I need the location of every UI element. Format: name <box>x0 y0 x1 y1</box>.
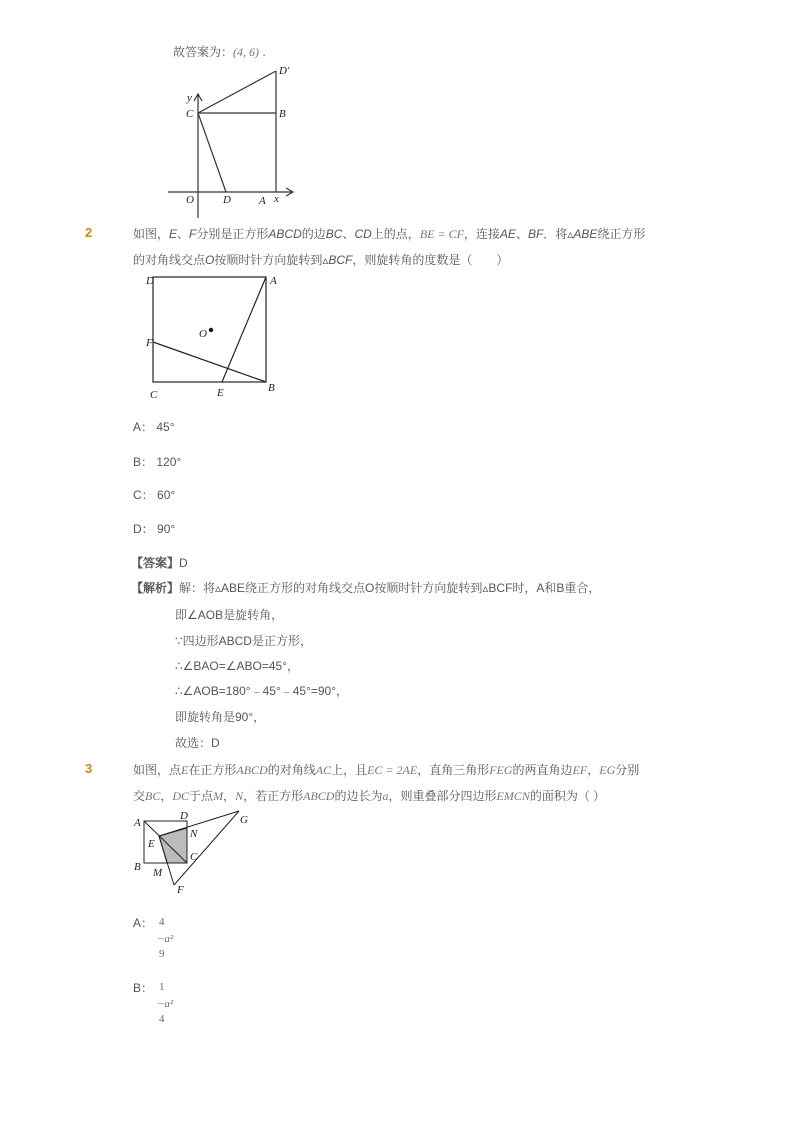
option-letter: B： <box>133 981 154 995</box>
math-text: O <box>205 253 215 267</box>
fig2-label: D <box>146 275 154 287</box>
math-text: EG <box>599 763 616 777</box>
math-text: E <box>169 227 178 241</box>
text-segment: 、 <box>342 227 355 241</box>
math-text: ABCD <box>236 763 268 777</box>
fig3-label: C <box>190 851 198 863</box>
text-segment: 的对角线 <box>267 763 316 777</box>
answer-line <box>131 555 188 571</box>
option-letter: C： <box>133 488 154 502</box>
q2-option-a[interactable] <box>133 419 175 435</box>
text-segment: ，若正方形 <box>243 789 304 803</box>
text-segment: 按顺时针方向旋转到▵ <box>214 253 329 267</box>
analysis-step: ∴∠AOB=180°﹣45°﹣45°=90°， <box>175 684 349 698</box>
fig3-label: N <box>190 828 198 840</box>
math-text: BF <box>527 227 544 241</box>
segment-AE <box>222 277 266 382</box>
question-number: 3 <box>85 761 93 776</box>
text-segment: 的面积为（ ） <box>529 789 606 803</box>
math-text: EMCN <box>496 789 530 803</box>
text-segment: ， <box>587 763 600 777</box>
math-text: EC = 2AE <box>367 763 418 777</box>
math-text: N <box>235 789 244 803</box>
math-text: M <box>213 789 224 803</box>
answer-tag: 【答案】 <box>131 556 180 570</box>
text-segment: 、 <box>515 227 528 241</box>
math-text: DC <box>172 789 190 803</box>
math-text: AC <box>315 763 332 777</box>
text-segment: 的两直角边 <box>512 763 573 777</box>
text-segment: 的对角线交点 <box>133 253 206 267</box>
answer-value: D <box>179 556 188 570</box>
fig2-label: B <box>268 382 275 394</box>
math-text: E <box>181 763 189 777</box>
analysis-step: ∵四边形ABCD是正方形， <box>175 634 312 648</box>
option-letter: D： <box>133 522 154 536</box>
option-letter: A： <box>133 420 154 434</box>
text-segment: 的边长为 <box>334 789 383 803</box>
option-numerator: 1 <box>159 981 165 993</box>
text-segment: 在正方形 <box>188 763 237 777</box>
option-expression: −a² <box>157 933 174 945</box>
fig1-label: D <box>223 194 231 206</box>
math-text: CD <box>354 227 372 241</box>
center-point-O <box>209 328 213 332</box>
text-segment: 上的点， <box>371 227 420 241</box>
math-text: FEG <box>489 763 513 777</box>
analysis-step: 故选：D <box>175 736 220 750</box>
math-text: a <box>382 789 389 803</box>
fig3-label: A <box>134 817 141 829</box>
option-letter: A： <box>133 916 154 930</box>
text-segment: 于点 <box>189 789 214 803</box>
analysis-step: ∴∠BAO=∠ABO=45°， <box>175 659 299 673</box>
fig3-label: F <box>177 884 184 896</box>
fig1-label: y <box>187 92 192 104</box>
text-segment: ， <box>223 789 236 803</box>
question-number: 2 <box>85 225 93 240</box>
text-segment: 交 <box>133 789 146 803</box>
fig1-label: D' <box>279 65 290 77</box>
math-text: ABE <box>573 227 598 241</box>
fig3-label: D <box>180 810 188 822</box>
text-segment: . <box>259 45 266 59</box>
text-segment: 分别 <box>615 763 640 777</box>
segment-EG <box>159 811 239 836</box>
fig3-label: B <box>134 861 141 873</box>
option-denominator: 4 <box>159 1013 165 1025</box>
text-segment: 、 <box>177 227 190 241</box>
fig2-label: A <box>270 275 277 287</box>
math-text: BCF <box>328 253 353 267</box>
analysis-step: 即∠AOB是旋转角， <box>175 608 284 622</box>
text-segment: ，连接 <box>463 227 500 241</box>
q2-text-line2 <box>133 252 508 268</box>
fig3-label: M <box>153 867 163 879</box>
option-value: 60° <box>157 488 176 502</box>
option-numerator: 4 <box>159 916 165 928</box>
math-text: ABCD <box>268 227 302 241</box>
text-segment: 绕正方形 <box>597 227 646 241</box>
fig1-label: A <box>259 195 266 207</box>
fig2-label: F <box>146 337 153 349</box>
text-segment: 如图，点 <box>133 763 182 777</box>
shaded-EMCN <box>159 828 187 863</box>
analysis-line <box>131 580 600 596</box>
q2-option-d[interactable] <box>133 521 175 537</box>
option-denominator: 9 <box>159 948 165 960</box>
text-segment: 分别是正方形 <box>196 227 269 241</box>
fig1-label: C <box>186 108 194 120</box>
math-text: (4, 6) <box>233 45 260 59</box>
q3-text-line2 <box>133 788 605 804</box>
segment-FB <box>153 342 266 382</box>
text-segment: ，则旋转角的度数是（ ） <box>352 253 509 267</box>
fig2-label: C <box>150 389 158 401</box>
q2-option-b[interactable] <box>133 454 181 470</box>
fig2-label: E <box>217 387 224 399</box>
option-value: 90° <box>157 522 176 536</box>
q3-text-line1 <box>133 762 639 778</box>
math-text: EF <box>572 763 588 777</box>
text-segment: ，直角三角形 <box>417 763 490 777</box>
math-text: F <box>189 227 197 241</box>
fig3-label: G <box>240 814 248 826</box>
math-text: BC <box>145 789 161 803</box>
math-text: BE = CF <box>419 227 464 241</box>
fig1-label: O <box>186 194 194 206</box>
text-segment: 上，且 <box>331 763 368 777</box>
fig1-label: B <box>279 108 286 120</box>
option-value: 120° <box>156 455 182 469</box>
text-segment: ， <box>160 789 173 803</box>
text-segment: ．将▵ <box>543 227 574 241</box>
text-segment: ，则重叠部分四边形 <box>388 789 497 803</box>
q2-option-c[interactable] <box>133 487 175 503</box>
math-text: AE <box>499 227 516 241</box>
text-segment: 故答案为： <box>173 45 234 59</box>
fig1-label: x <box>274 193 279 205</box>
analysis-text: 解：将▵ABE绕正方形的对角线交点O按顺时针方向旋转到▵BCF时，A和B重合， <box>179 581 601 595</box>
analysis-step: 即旋转角是90°， <box>175 710 266 724</box>
q2-text-line1 <box>133 226 645 242</box>
option-expression: −a² <box>157 998 174 1010</box>
text-segment: 如图， <box>133 227 170 241</box>
segment-CDp <box>198 71 276 113</box>
math-text: ABCD <box>303 789 335 803</box>
option-letter: B： <box>133 455 154 469</box>
math-text: BC <box>325 227 343 241</box>
analysis-tag: 【解析】 <box>131 581 180 595</box>
fig3-label: E <box>148 838 155 850</box>
option-value: 45° <box>156 420 175 434</box>
text-segment: 的边 <box>301 227 326 241</box>
segment-CD <box>198 113 226 192</box>
fig2-label: O <box>199 328 207 340</box>
